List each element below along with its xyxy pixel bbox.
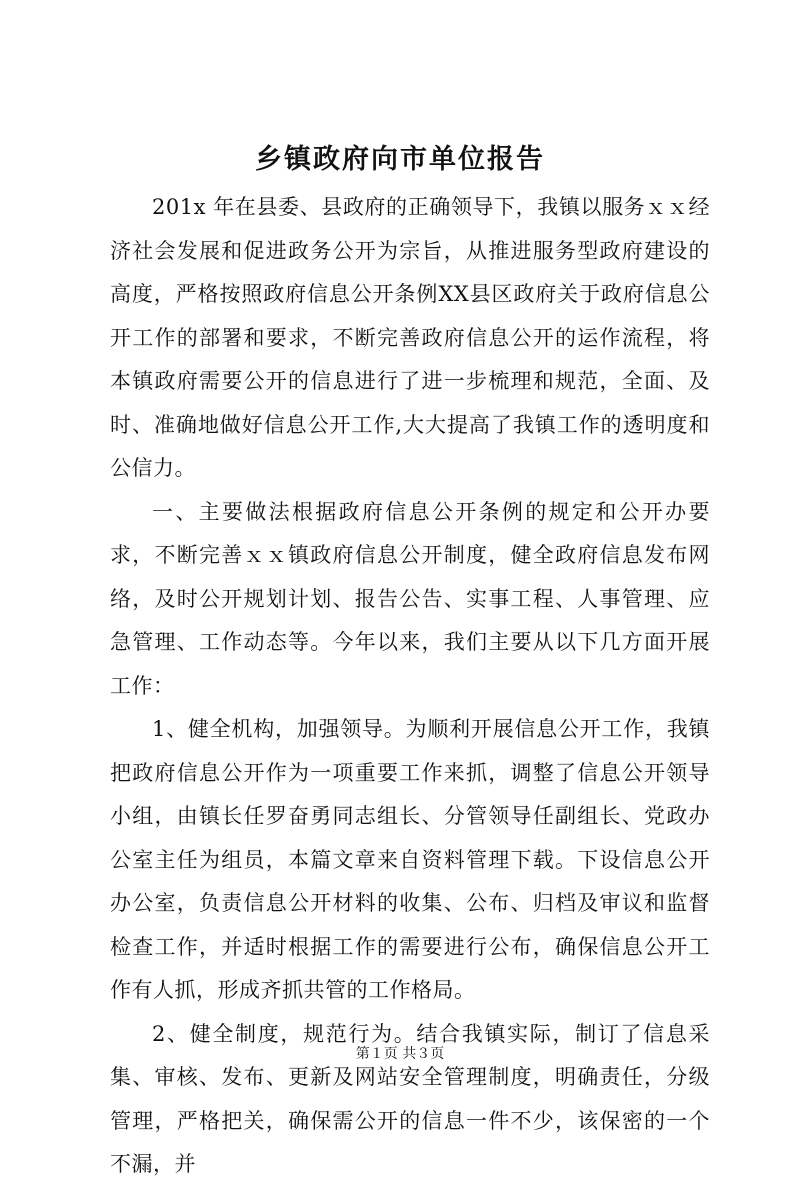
- paragraph-item-2: 2、健全制度，规范行为。结合我镇实际，制订了信息采集、审核、发布、更新及网站安全管理制度，明确责任，分级管理，严格把关，确保需公开的信息一件不少，该保密的一个不漏，并: [110, 1021, 710, 1176]
- paragraph-section-1: 一、主要做法根据政府信息公开条例的规定和公开办要求，不断完善ｘｘ镇政府信息公开制度，健全政府信息发布网络，及时公开规划计划、报告公告、实事工程、人事管理、应急管理、工作动态等。今年以来，我们主要从以下几方面开展工作：: [110, 499, 710, 698]
- document-title: 乡镇政府向市单位报告: [255, 144, 545, 175]
- page-number-footer: 第１页 共３页: [355, 1046, 445, 1062]
- paragraph-item-1: 1、健全机构，加强领导。为顺利开展信息公开工作，我镇把政府信息公开作为一项重要工作来抓，调整了信息公开领导小组，由镇长任罗奋勇同志组长、分管领导任副组长、党政办公室主任为组员，本篇文章来自资料管理下载。下设信息公开办公室，负责信息公开材料的收集、公布、归档及审议和监督检查工作，并适时根据工作的需要进行公布，确保信息公开工作有人抓，形成齐抓共管的工作格局。: [110, 717, 710, 1002]
- document-body: [110, 186, 710, 1187]
- paragraph-intro: 201x 年在县委、县政府的正确领导下，我镇以服务ｘｘ经济社会发展和促进政务公开为宗旨，从推进服务型政府建设的高度，严格按照政府信息公开条例XX县区政府关于政府信息公开工作的部署和要求，不断完善政府信息公开的运作流程，将本镇政府需要公开的信息进行了进一步梳理和规范，全面、及时、准确地做好信息公开工作,大大提高了我镇工作的透明度和公信力。: [110, 195, 710, 480]
